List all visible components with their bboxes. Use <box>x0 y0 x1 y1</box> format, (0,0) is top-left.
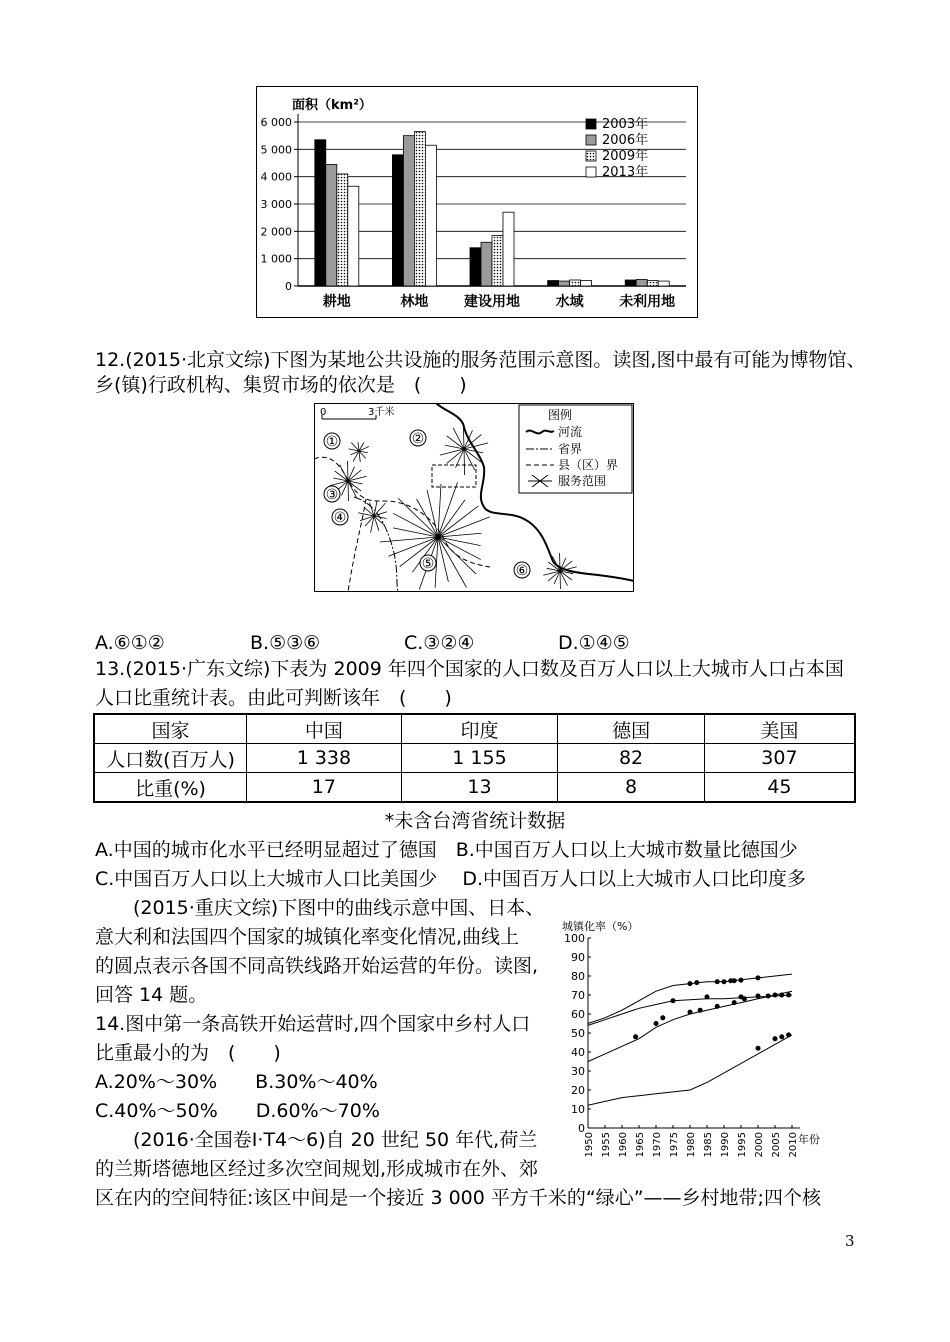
bar <box>570 280 581 286</box>
x-tick-label: 1985 <box>703 1132 714 1158</box>
page-number: 3 <box>845 1232 855 1250</box>
legend-label: 2009年 <box>602 149 649 164</box>
x-tick-label: 2010 <box>788 1132 799 1158</box>
bar <box>337 174 348 286</box>
table-cell: 1 338 <box>247 744 402 773</box>
series-point <box>660 1015 665 1020</box>
marker-label: ⑤ <box>421 556 435 572</box>
x-tick-label: 1970 <box>652 1132 663 1158</box>
q13-stem-line2: 人口比重统计表。由此可判断该年 ( ) <box>95 687 452 709</box>
series-point <box>732 978 737 983</box>
bar <box>581 281 592 286</box>
y-tick-label: 1 000 <box>260 252 292 266</box>
scale-zero: 0 <box>320 407 327 418</box>
bar <box>414 132 425 286</box>
q12-option-a: A.⑥①② <box>95 632 165 654</box>
intro-q4-6-line2: 的兰斯塔德地区经过多次空间规划,形成城市在外、郊 <box>95 1158 539 1180</box>
urbanization-line-chart <box>560 916 830 1174</box>
table-header-row <box>94 714 855 744</box>
bar <box>559 281 570 286</box>
marker-label: ⑥ <box>515 563 529 579</box>
y-tick-label: 30 <box>571 1065 585 1078</box>
intro14-line2: 意大利和法国四个国家的城镇化率变化情况,曲线上 <box>95 926 520 948</box>
table-cell: 中国 <box>247 714 402 744</box>
q12-stem-line1: 12.(2015·北京文综)下图为某地公共设施的服务范围示意图。读图,图中最有可能为博物馆、 <box>95 349 866 371</box>
y-tick-label: 5 000 <box>260 143 292 157</box>
bar <box>348 186 359 286</box>
x-tick-label: 1975 <box>669 1132 680 1158</box>
y-tick-label: 100 <box>564 932 585 945</box>
q13-options-line1: A.中国的城市化水平已经明显超过了德国 B.中国百万人口以上大城市数量比德国少 <box>95 839 798 861</box>
table-cell: 比重(%) <box>94 773 247 803</box>
map-legend <box>519 405 632 493</box>
legend-swatch <box>586 151 596 161</box>
table-cell: 德国 <box>558 714 705 744</box>
series-point <box>722 979 727 984</box>
table-row <box>94 744 855 773</box>
x-tick-label: 1995 <box>737 1132 748 1158</box>
intro-q4-6-line1: (2016·全国卷Ⅰ·T4～6)自 20 世纪 50 年代,荷兰 <box>133 1129 538 1151</box>
marker-label: ④ <box>333 510 347 526</box>
q14-stem-line1: 14.图中第一条高铁开始运营时,四个国家中乡村人口 <box>95 1013 531 1035</box>
x-tick-label: 未利用地 <box>619 294 676 310</box>
marker-label: ② <box>411 431 425 447</box>
bar <box>492 235 503 286</box>
bar <box>625 280 636 286</box>
series-point <box>773 993 778 998</box>
q14-options-line1: A.20%～30% B.30%～40% <box>95 1071 378 1093</box>
table-cell: 美国 <box>704 714 855 744</box>
y-tick-label: 80 <box>571 970 585 983</box>
table-cell: 45 <box>704 773 855 803</box>
table-cell: 17 <box>247 773 402 803</box>
x-tick-label: 1950 <box>584 1132 595 1158</box>
table-cell: 国家 <box>94 714 247 744</box>
legend-label: 2006年 <box>602 133 649 148</box>
q14-stem-line2: 比重最小的为 ( ) <box>95 1042 281 1064</box>
q12-option-d: D.①④⑤ <box>558 632 630 654</box>
x-tick-label: 2000 <box>754 1132 765 1158</box>
series-point <box>756 975 761 980</box>
legend-title: 图例 <box>548 408 573 422</box>
population-table <box>93 713 856 803</box>
table-cell: 307 <box>704 744 855 773</box>
series-point <box>698 1008 703 1013</box>
bar <box>647 281 658 286</box>
x-tick-label: 耕地 <box>322 294 351 310</box>
bar <box>315 140 326 286</box>
series-point <box>688 981 693 986</box>
y-tick-label: 50 <box>571 1027 585 1040</box>
y-tick-label: 2 000 <box>260 225 292 239</box>
bar <box>503 212 514 286</box>
table-cell: 1 155 <box>401 744 558 773</box>
q12-option-b: B.⑤③⑥ <box>250 632 321 654</box>
x-tick-label: 建设用地 <box>464 294 520 310</box>
series-line <box>588 1035 792 1105</box>
bar <box>470 248 481 286</box>
y-tick-label: 0 <box>578 1122 585 1135</box>
table-cell: 13 <box>401 773 558 803</box>
bar <box>636 279 647 286</box>
x-tick-label: 1955 <box>601 1132 612 1158</box>
series-point <box>715 979 720 984</box>
series-point <box>715 1004 720 1009</box>
series-point <box>694 980 699 985</box>
series-point <box>705 994 710 999</box>
series-point <box>786 1032 791 1037</box>
y-tick-label: 6 000 <box>260 116 292 129</box>
table-cell: 人口数(百万人) <box>94 744 247 773</box>
table-row <box>94 773 855 803</box>
table-cell: 82 <box>558 744 705 773</box>
intro14-line3: 的圆点表示各国不同高铁线路开始运营的年份。读图, <box>95 955 539 977</box>
service-range-map <box>314 403 634 592</box>
legend-swatch <box>586 135 596 145</box>
q13-stem-line1: 13.(2015·广东文综)下表为 2009 年四个国家的人口数及百万人口以上大城市人口占本国 <box>95 658 844 680</box>
bar <box>658 281 669 286</box>
bar <box>481 242 492 286</box>
y-tick-label: 3 000 <box>260 198 292 211</box>
intro14-line4: 回答 14 题。 <box>95 984 208 1006</box>
series-point <box>732 1000 737 1005</box>
intro-q4-6-line3: 区在内的空间特征:该区中间是一个接近 3 000 平方千米的“绿心”——乡村地带;四个核 <box>95 1187 821 1209</box>
bar <box>548 281 559 286</box>
bar <box>392 155 403 286</box>
y-tick-label: 0 <box>285 280 292 293</box>
legend-river: 河流 <box>558 425 583 439</box>
q12-stem-line2: 乡(镇)行政机构、集贸市场的依次是 ( ) <box>95 374 467 396</box>
q14-options-line2: C.40%～50% D.60%～70% <box>95 1100 380 1122</box>
marker-label: ③ <box>325 487 339 503</box>
legend-swatch <box>586 167 596 177</box>
legend-service: 服务范围 <box>558 474 607 488</box>
scale-label: 3千米 <box>368 407 395 418</box>
x-tick-label: 1980 <box>686 1132 697 1158</box>
series-point <box>756 1046 761 1051</box>
land-use-bar-chart <box>256 86 698 318</box>
series-point <box>773 1036 778 1041</box>
series-point <box>779 993 784 998</box>
line-chart-ylabel: 城镇化率（%） <box>562 920 639 933</box>
marker-label: ① <box>325 434 339 450</box>
series-point <box>671 998 676 1003</box>
x-tick-label: 林地 <box>400 294 429 310</box>
series-point <box>688 1010 693 1015</box>
bar <box>326 164 337 286</box>
y-tick-label: 70 <box>571 989 585 1002</box>
table-note: *未含台湾省统计数据 <box>384 810 566 832</box>
y-tick-label: 10 <box>571 1103 585 1116</box>
x-tick-label: 1960 <box>618 1132 629 1158</box>
q13-options-line2: C.中国百万人口以上大城市人口比美国少 D.中国百万人口以上大城市人口比印度多 <box>95 868 807 890</box>
bar <box>425 145 436 286</box>
legend-swatch <box>586 119 596 129</box>
legend-label: 2003年 <box>602 117 649 132</box>
y-tick-label: 40 <box>571 1046 585 1059</box>
series-point <box>739 978 744 983</box>
table-cell: 8 <box>558 773 705 803</box>
legend-label: 2013年 <box>602 165 649 180</box>
intro14-line1: (2015·重庆文综)下图中的曲线示意中国、日本、 <box>133 897 545 919</box>
x-tick-label: 1965 <box>635 1132 646 1158</box>
legend-province: 省界 <box>558 442 583 456</box>
series-line <box>588 991 792 1061</box>
series-point <box>756 993 761 998</box>
y-tick-label: 90 <box>571 951 585 964</box>
x-tick-label: 1990 <box>720 1132 731 1158</box>
y-tick-label: 20 <box>571 1084 585 1097</box>
line-chart-xlabel: 年份 <box>798 1133 820 1146</box>
legend-county: 县（区）界 <box>558 458 619 472</box>
series-point <box>654 1021 659 1026</box>
y-tick-label: 4 000 <box>260 170 292 184</box>
series-point <box>633 1034 638 1039</box>
chart-ylabel: 面积（km²） <box>292 98 372 113</box>
series-point <box>786 993 791 998</box>
table-cell: 印度 <box>401 714 558 744</box>
bar <box>403 136 414 286</box>
series-point <box>742 996 747 1001</box>
y-tick-label: 60 <box>571 1008 585 1021</box>
series-point <box>779 1034 784 1039</box>
x-tick-label: 2005 <box>771 1132 782 1158</box>
q12-option-c: C.③②④ <box>404 632 475 654</box>
series-point <box>766 993 771 998</box>
x-tick-label: 水域 <box>555 294 584 310</box>
